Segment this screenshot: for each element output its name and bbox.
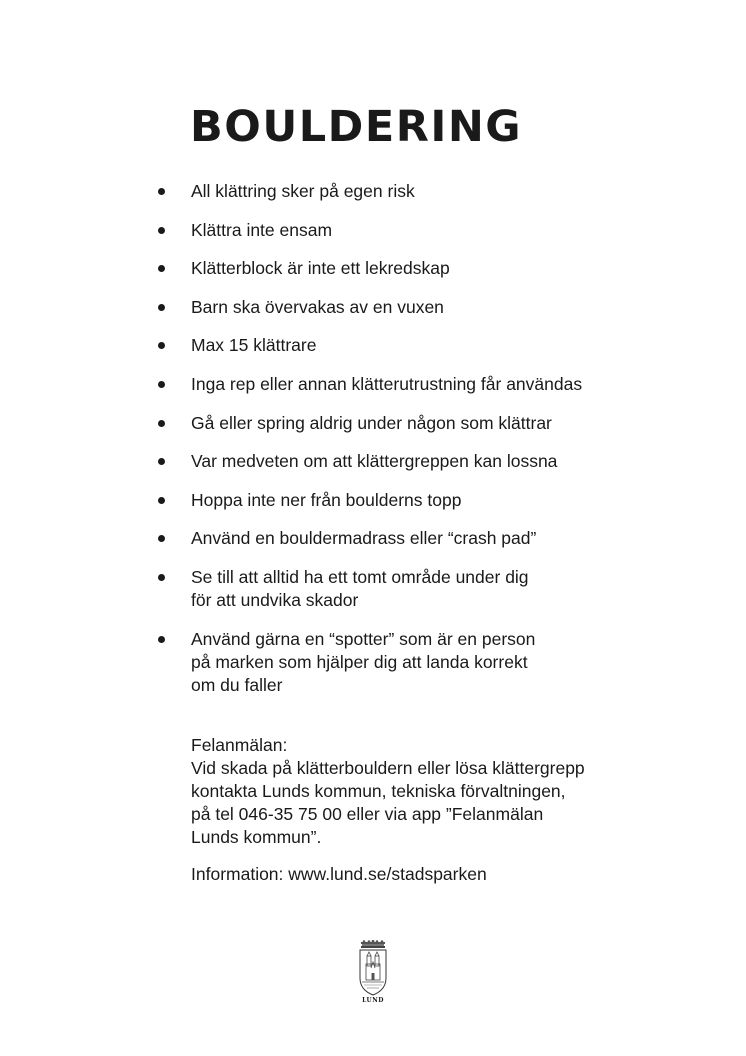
lund-logo bbox=[356, 940, 390, 1008]
rule-text: Max 15 klättrare bbox=[191, 335, 317, 356]
bullet-icon bbox=[158, 188, 165, 195]
report-heading: Felanmälan: bbox=[191, 735, 288, 755]
rule-text: Barn ska övervakas av en vuxen bbox=[191, 296, 444, 317]
rule-text: Hoppa inte ner från boulderns topp bbox=[191, 489, 462, 510]
report-section bbox=[191, 734, 585, 849]
rule-text: Använd gärna en “spotter” som är en person bbox=[191, 628, 536, 649]
rule-text: Gå eller spring aldrig under någon som klättrar bbox=[191, 412, 552, 433]
logo-text: LUND bbox=[362, 997, 384, 1004]
rule-item bbox=[158, 450, 678, 473]
bullet-icon bbox=[158, 304, 165, 311]
bullet-icon bbox=[158, 574, 165, 581]
rule-item bbox=[158, 527, 678, 550]
bullet-icon bbox=[158, 458, 165, 465]
report-text: på tel 046-35 75 00 eller via app ”Felanmälan bbox=[191, 804, 544, 824]
rule-item bbox=[158, 373, 678, 396]
rules-list bbox=[158, 180, 678, 712]
page-title: BOULDERING bbox=[190, 102, 523, 152]
rule-text: för att undvika skador bbox=[191, 589, 359, 610]
rule-item bbox=[158, 180, 678, 203]
rule-item bbox=[158, 257, 678, 280]
report-text: Lunds kommun”. bbox=[191, 827, 322, 847]
bullet-icon bbox=[158, 265, 165, 272]
information-link-text: Information: www.lund.se/stadsparken bbox=[191, 864, 487, 884]
rule-item bbox=[158, 628, 678, 697]
bullet-icon bbox=[158, 535, 165, 542]
rule-item bbox=[158, 219, 678, 242]
rule-text: på marken som hjälper dig att landa korrekt bbox=[191, 651, 528, 672]
rule-item bbox=[158, 412, 678, 435]
report-text: kontakta Lunds kommun, tekniska förvaltningen, bbox=[191, 781, 566, 801]
rule-item bbox=[158, 566, 678, 612]
bullet-icon bbox=[158, 227, 165, 234]
rule-text: Inga rep eller annan klätterutrustning får användas bbox=[191, 373, 583, 394]
rule-text: Var medveten om att klättergreppen kan lossna bbox=[191, 451, 558, 472]
rule-item bbox=[158, 334, 678, 357]
rule-item bbox=[158, 296, 678, 319]
bullet-icon bbox=[158, 381, 165, 388]
rule-text: Klätterblock är inte ett lekredskap bbox=[191, 258, 450, 279]
rule-text: om du faller bbox=[191, 674, 283, 695]
bullet-icon bbox=[158, 636, 165, 643]
rule-text: Se till att alltid ha ett tomt område under dig bbox=[191, 566, 529, 587]
rule-item bbox=[158, 489, 678, 512]
rule-text: Klättra inte ensam bbox=[191, 219, 333, 240]
lund-coat-of-arms-icon bbox=[358, 940, 388, 996]
rule-text: Använd en bouldermadrass eller “crash pad” bbox=[191, 528, 537, 549]
bullet-icon bbox=[158, 497, 165, 504]
rule-text: All klättring sker på egen risk bbox=[191, 181, 415, 201]
report-text: Vid skada på klätterbouldern eller lösa klättergrepp bbox=[191, 758, 585, 778]
bullet-icon bbox=[158, 342, 165, 349]
bullet-icon bbox=[158, 420, 165, 427]
